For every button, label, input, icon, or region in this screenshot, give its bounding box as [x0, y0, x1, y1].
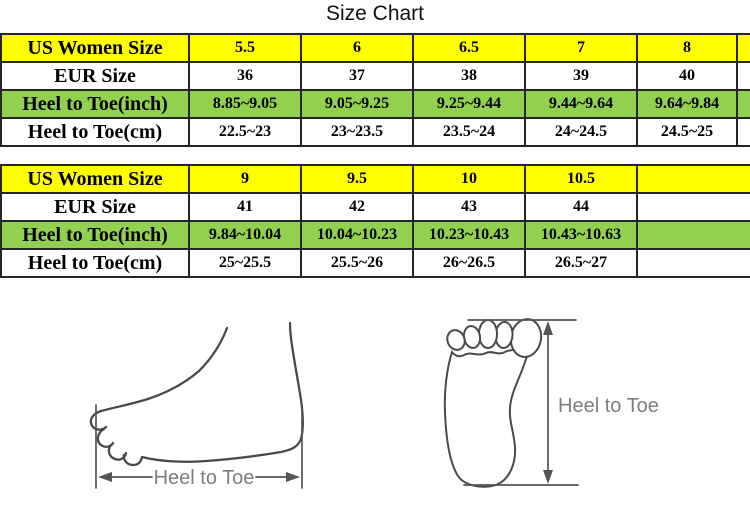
table-row	[1, 165, 750, 193]
size-cell-empty	[737, 118, 750, 146]
footprint-outline	[445, 346, 528, 487]
size-cell-empty	[737, 62, 750, 90]
up-arrowhead-icon	[543, 321, 553, 335]
size-cell: 39	[525, 62, 637, 90]
size-cell: 9.64~9.84	[637, 90, 737, 118]
size-cell: 40	[637, 62, 737, 90]
size-cell: 10.04~10.23	[301, 221, 413, 249]
size-cell	[637, 193, 750, 221]
size-cell: 6	[301, 34, 413, 62]
row-label: Heel to Toe(cm)	[1, 118, 189, 146]
table-row	[1, 90, 750, 118]
row-label: Heel to Toe(inch)	[1, 221, 189, 249]
size-cell: 37	[301, 62, 413, 90]
table-row	[1, 249, 750, 277]
size-cell: 6.5	[413, 34, 525, 62]
table-row	[1, 118, 750, 146]
size-cell: 42	[301, 193, 413, 221]
left-arrowhead-icon	[98, 472, 112, 482]
size-cell: 23~23.5	[301, 118, 413, 146]
size-cell	[637, 221, 750, 249]
size-cell: 23.5~24	[413, 118, 525, 146]
size-cell: 9.84~10.04	[189, 221, 301, 249]
size-cell: 9.5	[301, 165, 413, 193]
table-row	[1, 62, 750, 90]
side-foot-outline	[91, 323, 303, 465]
bottom-foot-diagram	[444, 317, 658, 487]
measurement-diagrams	[0, 278, 750, 509]
size-cell: 43	[413, 193, 525, 221]
row-label: EUR Size	[1, 193, 189, 221]
size-cell: 9.25~9.44	[413, 90, 525, 118]
table-row	[1, 193, 750, 221]
size-cell: 10.23~10.43	[413, 221, 525, 249]
size-cell: 24~24.5	[525, 118, 637, 146]
size-cell	[637, 249, 750, 277]
size-cell: 9	[189, 165, 301, 193]
size-table-2	[0, 164, 750, 278]
size-cell: 22.5~23	[189, 118, 301, 146]
page-title: Size Chart	[325, 2, 425, 25]
size-cell: 7	[525, 34, 637, 62]
middle-toe	[479, 320, 497, 348]
size-cell: 44	[525, 193, 637, 221]
size-cell-empty	[737, 90, 750, 118]
side-foot-diagram	[91, 323, 303, 489]
size-cell: 38	[413, 62, 525, 90]
size-cell: 26.5~27	[525, 249, 637, 277]
size-cell-empty	[737, 34, 750, 62]
row-label: Heel to Toe(inch)	[1, 90, 189, 118]
table-row	[1, 34, 750, 62]
right-arrowhead-icon	[286, 472, 300, 482]
size-cell: 10.5	[525, 165, 637, 193]
size-cell: 10.43~10.63	[525, 221, 637, 249]
size-cell	[637, 165, 750, 193]
size-table-1-container	[0, 33, 750, 149]
size-cell: 8.85~9.05	[189, 90, 301, 118]
size-cell: 26~26.5	[413, 249, 525, 277]
size-table-1	[0, 33, 750, 147]
size-cell: 9.05~9.25	[301, 90, 413, 118]
side-measure-label: Heel to Toe	[153, 467, 255, 489]
size-cell: 36	[189, 62, 301, 90]
row-label: US Women Size	[1, 165, 189, 193]
bottom-measure-label: Heel to Toe	[558, 395, 659, 417]
size-cell: 41	[189, 193, 301, 221]
down-arrowhead-icon	[543, 470, 553, 484]
big-toe	[508, 317, 544, 360]
size-table-2-container	[0, 164, 750, 280]
size-cell: 8	[637, 34, 737, 62]
size-cell: 24.5~25	[637, 118, 737, 146]
row-label: Heel to Toe(cm)	[1, 249, 189, 277]
table-row	[1, 221, 750, 249]
size-cell: 25.5~26	[301, 249, 413, 277]
row-label: US Women Size	[1, 34, 189, 62]
size-cell: 9.44~9.64	[525, 90, 637, 118]
size-cell: 25~25.5	[189, 249, 301, 277]
row-label: EUR Size	[1, 62, 189, 90]
size-cell: 5.5	[189, 34, 301, 62]
size-cell: 10	[413, 165, 525, 193]
